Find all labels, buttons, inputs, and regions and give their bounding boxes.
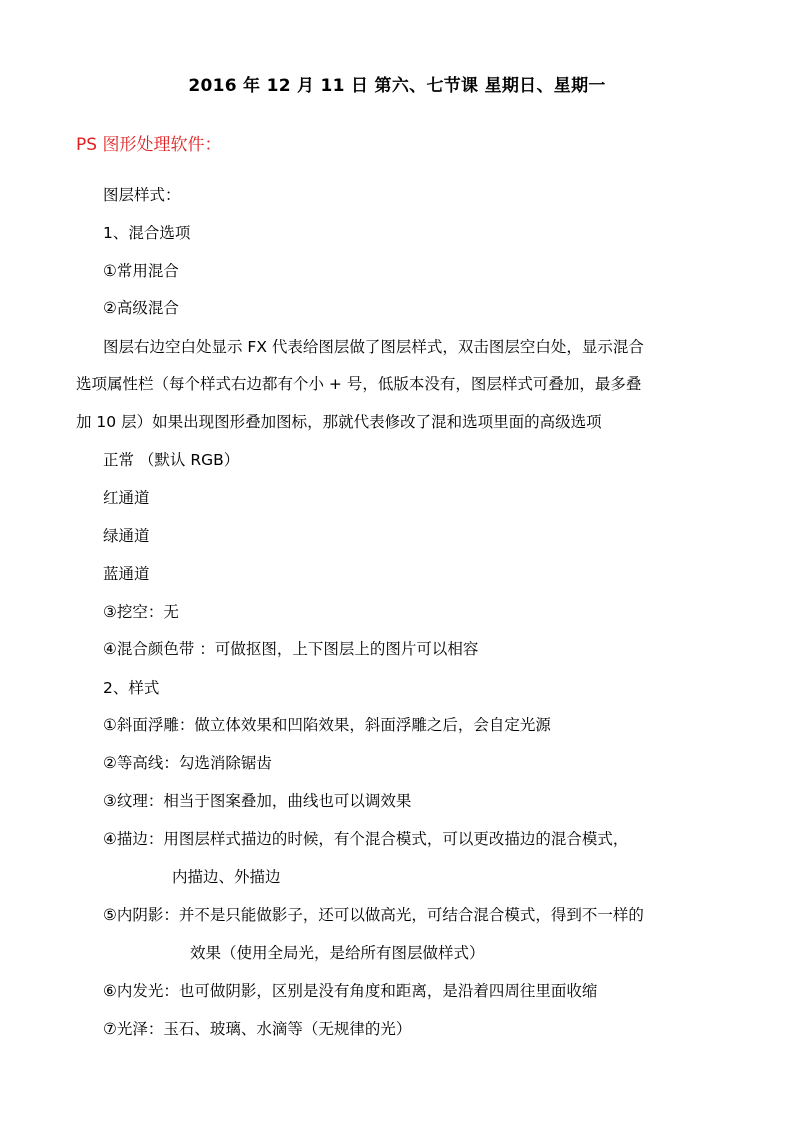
item-inner-glow: ⑥内发光：也可做阴影，区别是没有角度和距离，是沿着四周往里面收缩 <box>103 982 598 1000</box>
item-satin: ⑦光泽：玉石、玻璃、水滴等（无规律的光） <box>103 1020 412 1038</box>
item-contour: ②等高线：勾选消除锯齿 <box>103 754 272 772</box>
heading-styles: 2、样式 <box>103 679 160 697</box>
paragraph-fx-line-3: 加 10 层）如果出现图形叠加图标，那就代表修改了混和选项里面的高级选项 <box>76 413 602 431</box>
item-stroke-continued: 内描边、外描边 <box>172 868 281 886</box>
item-normal-blend: ①常用混合 <box>103 262 179 280</box>
item-channel-red: 红通道 <box>103 489 150 507</box>
item-blend-if: ④混合颜色带 ：可做抠图，上下图层上的图片可以相容 <box>103 640 479 658</box>
item-inner-shadow: ⑤内阴影：并不是只能做影子，还可以做高光，可结合混合模式，得到不一样的 <box>103 906 644 924</box>
section-heading: PS 图形处理软件： <box>76 135 222 155</box>
item-channel-blue: 蓝通道 <box>103 565 150 583</box>
item-stroke: ④描边：用图层样式描边的时候，有个混合模式，可以更改描边的混合模式， <box>103 830 629 848</box>
paragraph-layer-style: 图层样式： <box>103 186 181 204</box>
item-channel-green: 绿通道 <box>103 527 150 545</box>
paragraph-fx-line-1: 图层右边空白处显示 FX 代表给图层做了图层样式，双击图层空白处，显示混合 <box>103 338 644 356</box>
paragraph-fx-line-2: 选项属性栏（每个样式右边都有个小 + 号，低版本没有，图层样式可叠加，最多叠 <box>76 375 642 393</box>
item-knockout: ③挖空：无 <box>103 603 179 621</box>
item-texture: ③纹理：相当于图案叠加，曲线也可以调效果 <box>103 792 412 810</box>
item-inner-shadow-continued: 效果（使用全局光，是给所有图层做样式） <box>190 944 485 962</box>
item-bevel-emboss: ①斜面浮雕：做立体效果和凹陷效果，斜面浮雕之后，会自定光源 <box>103 716 551 734</box>
item-channel-normal: 正常 （默认 RGB） <box>103 451 240 469</box>
document-title: 2016 年 12 月 11 日 第六、七节课 星期日、星期一 <box>188 76 606 96</box>
item-advanced-blend: ②高级混合 <box>103 299 179 317</box>
heading-blend-options: 1、混合选项 <box>103 224 191 242</box>
